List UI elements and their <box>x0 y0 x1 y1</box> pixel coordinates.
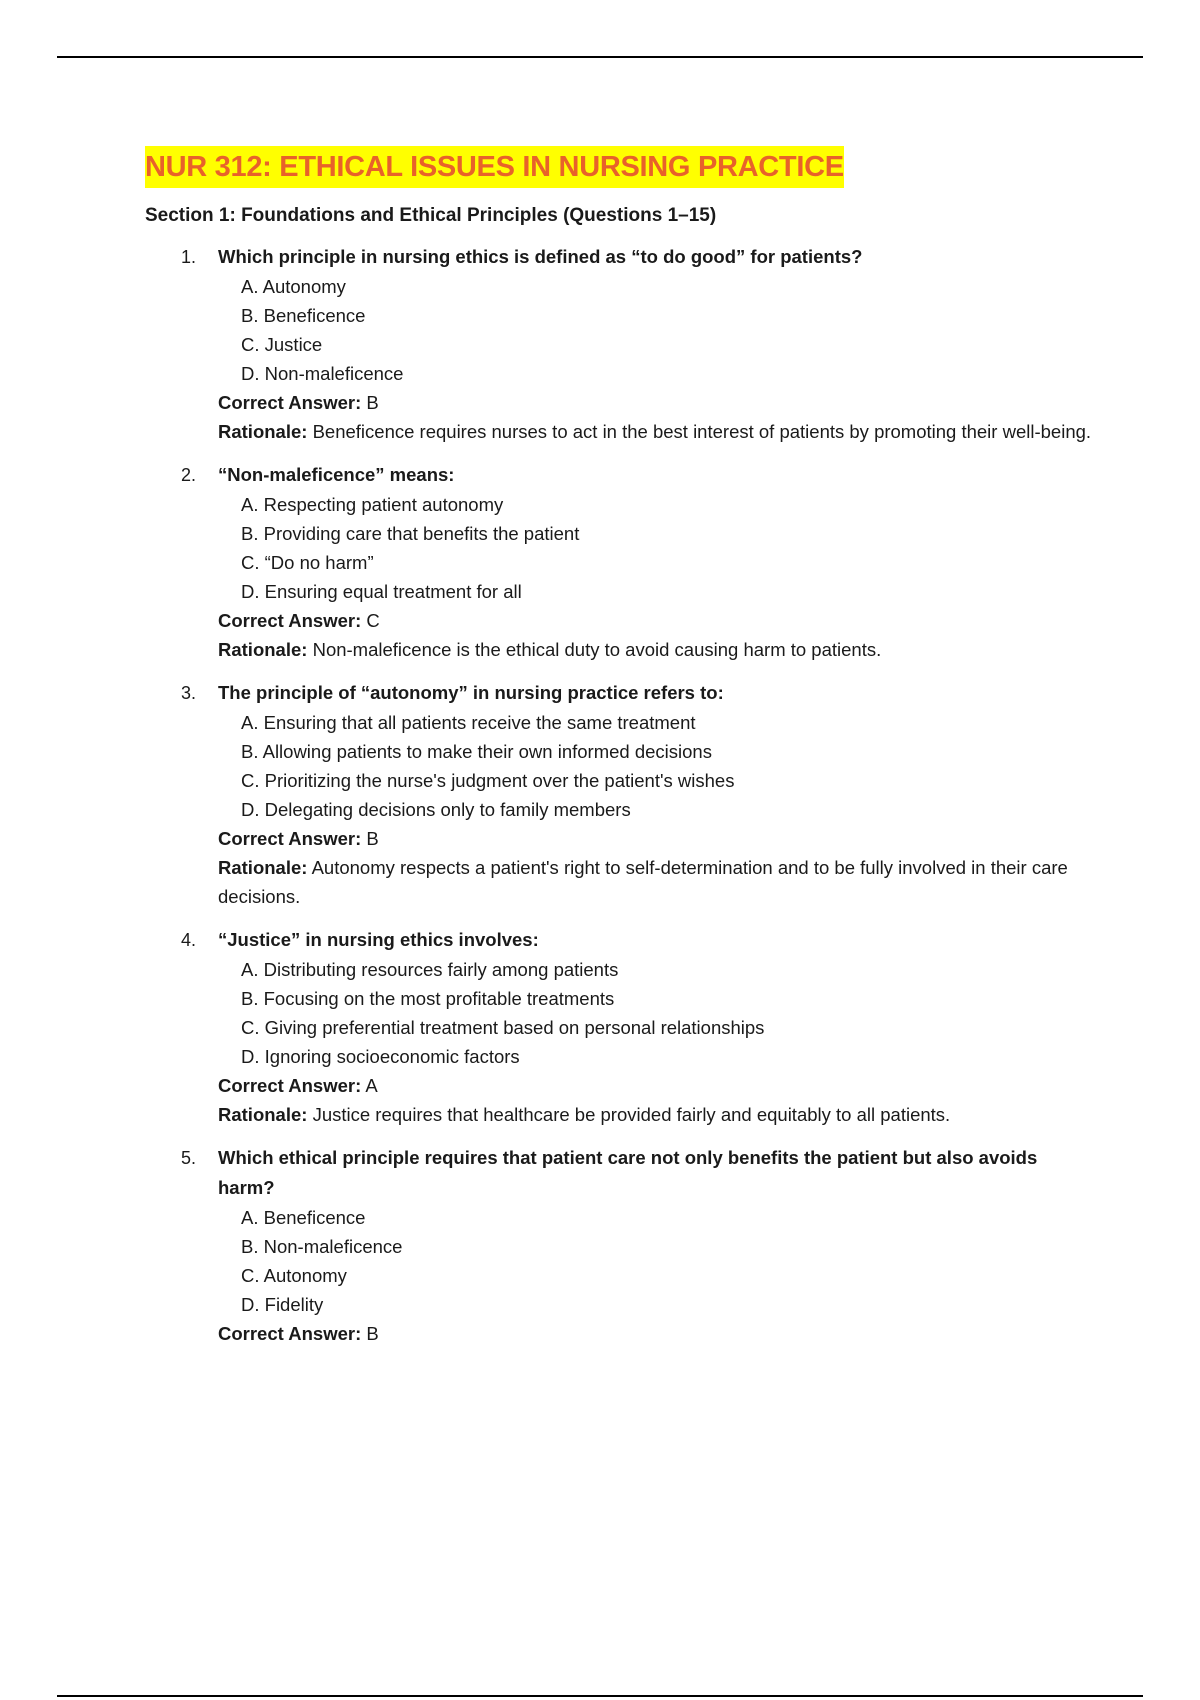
option-b: B. Non-maleficence <box>241 1236 403 1257</box>
option-b: B. Focusing on the most profitable treatments <box>241 988 615 1009</box>
option-a: A. Ensuring that all patients receive the same treatment <box>241 712 696 733</box>
option-a: A. Autonomy <box>241 276 346 297</box>
correct-answer <box>218 1319 1095 1348</box>
option-d: D. Ignoring socioeconomic factors <box>241 1046 520 1067</box>
question-text: Which ethical principle requires that patient care not only benefits the patient but also avoids harm? <box>218 1147 1038 1198</box>
option-d: D. Ensuring equal treatment for all <box>241 581 522 602</box>
correct-answer-label: Correct Answer: <box>218 1075 362 1096</box>
correct-answer <box>218 1071 1095 1100</box>
question-text: Which principle in nursing ethics is defined as “to do good” for patients? <box>218 246 863 267</box>
correct-answer-value: B <box>366 828 379 849</box>
question-text: “Non-maleficence” means: <box>218 464 455 485</box>
answer-options <box>218 272 1095 388</box>
correct-answer-label: Correct Answer: <box>218 610 362 631</box>
option-b: B. Providing care that benefits the patient <box>241 523 580 544</box>
correct-answer <box>218 824 1095 853</box>
question-number: 2. <box>181 465 197 485</box>
option-a: A. Respecting patient autonomy <box>241 494 504 515</box>
option-c: C. Prioritizing the nurse's judgment over the patient's wishes <box>241 770 735 791</box>
rationale <box>218 853 1095 911</box>
correct-answer-value: A <box>365 1075 378 1096</box>
question-number: 3. <box>181 683 197 703</box>
question-3 <box>145 678 1095 911</box>
rationale-label: Rationale: <box>218 421 308 442</box>
rationale-text: Autonomy respects a patient's right to self-determination and to be fully involved in their care decisions. <box>218 857 1068 907</box>
option-d: D. Non-maleficence <box>241 363 404 384</box>
question-5 <box>145 1143 1095 1348</box>
option-b: B. Beneficence <box>241 305 366 326</box>
question-4 <box>145 925 1095 1129</box>
option-c: C. Autonomy <box>241 1265 347 1286</box>
option-b: B. Allowing patients to make their own informed decisions <box>241 741 712 762</box>
correct-answer-label: Correct Answer: <box>218 828 362 849</box>
option-c: C. “Do no harm” <box>241 552 374 573</box>
footer-rule <box>57 1695 1143 1697</box>
correct-answer <box>218 388 1095 417</box>
question-number: 4. <box>181 930 197 950</box>
rationale-text: Beneficence requires nurses to act in the best interest of patients by promoting their well-being. <box>312 421 1092 442</box>
option-a: A. Beneficence <box>241 1207 366 1228</box>
rationale-label: Rationale: <box>218 857 308 878</box>
option-a: A. Distributing resources fairly among patients <box>241 959 619 980</box>
question-2 <box>145 460 1095 664</box>
correct-answer-value: B <box>366 392 379 413</box>
rationale <box>218 1100 1095 1129</box>
document-title: NUR 312: ETHICAL ISSUES IN NURSING PRACTICE <box>145 146 844 188</box>
rationale-text: Justice requires that healthcare be provided fairly and equitably to all patients. <box>312 1104 951 1125</box>
header-rule <box>57 56 1143 58</box>
question-list <box>145 242 1095 1348</box>
rationale <box>218 417 1095 446</box>
correct-answer-value: B <box>366 1323 379 1344</box>
option-d: D. Delegating decisions only to family members <box>241 799 631 820</box>
document-body <box>145 146 1095 1362</box>
question-number: 1. <box>181 247 197 267</box>
question-1 <box>145 242 1095 446</box>
correct-answer-value: C <box>366 610 380 631</box>
answer-options <box>218 1203 1095 1319</box>
answer-options <box>218 490 1095 606</box>
option-c: C. Giving preferential treatment based on personal relationships <box>241 1017 765 1038</box>
question-number: 5. <box>181 1148 197 1168</box>
option-d: D. Fidelity <box>241 1294 324 1315</box>
answer-options <box>218 708 1095 824</box>
rationale-label: Rationale: <box>218 1104 308 1125</box>
rationale-label: Rationale: <box>218 639 308 660</box>
rationale-text: Non-maleficence is the ethical duty to avoid causing harm to patients. <box>312 639 882 660</box>
answer-options <box>218 955 1095 1071</box>
correct-answer-label: Correct Answer: <box>218 392 362 413</box>
correct-answer <box>218 606 1095 635</box>
section-heading: Section 1: Foundations and Ethical Principles (Questions 1–15) <box>145 205 717 226</box>
correct-answer-label: Correct Answer: <box>218 1323 362 1344</box>
rationale <box>218 635 1095 664</box>
question-text: “Justice” in nursing ethics involves: <box>218 929 539 950</box>
option-c: C. Justice <box>241 334 323 355</box>
question-text: The principle of “autonomy” in nursing practice refers to: <box>218 682 724 703</box>
